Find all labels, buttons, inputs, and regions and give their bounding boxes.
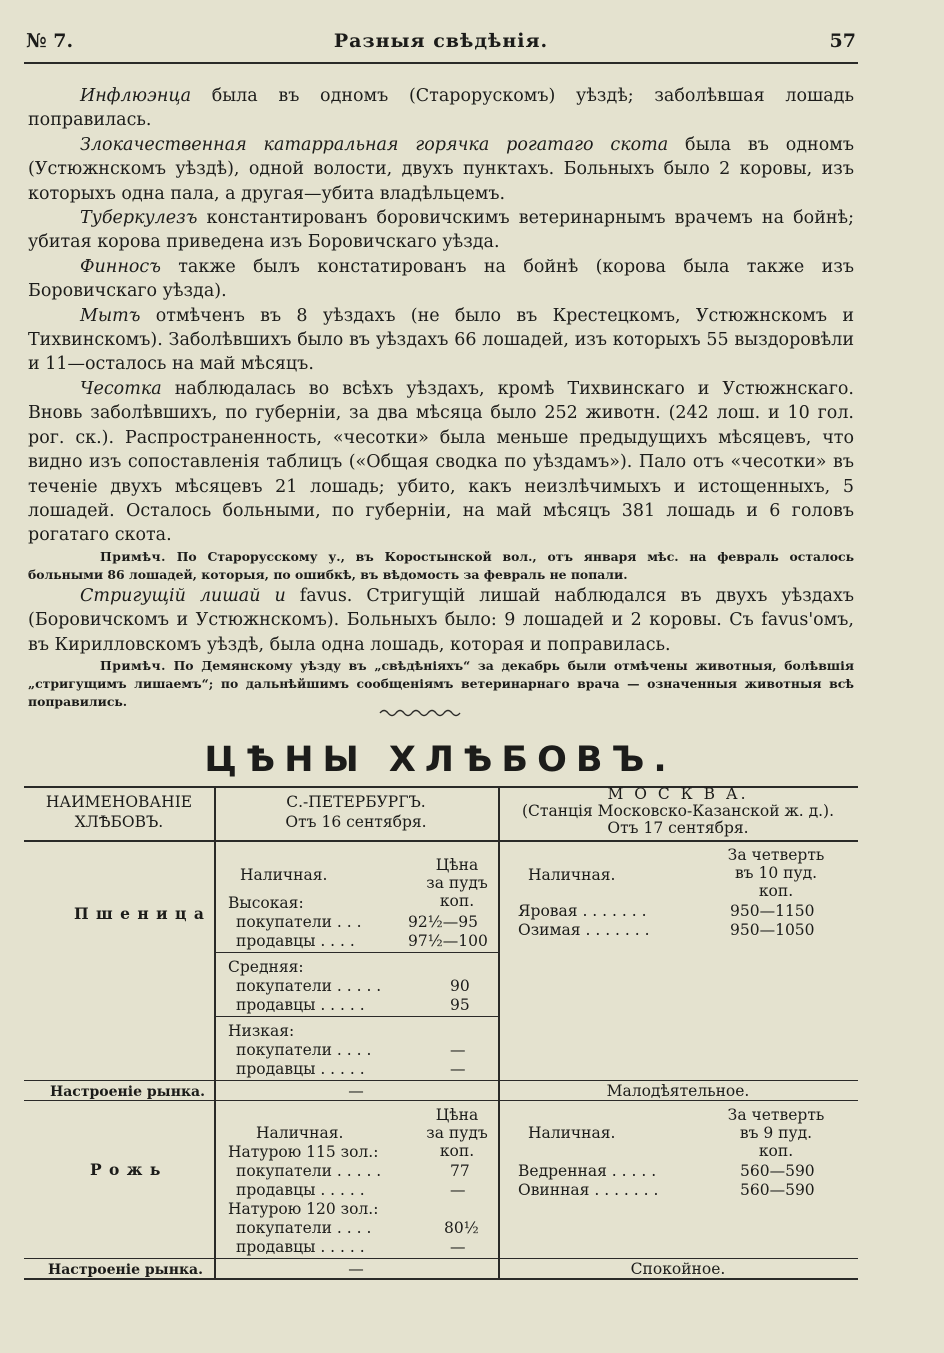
- paragraph-influenza: Инфлюэнца была въ одномъ (Старорускомъ) уѣздѣ; заболѣвшая лошадь поправилась.: [28, 86, 854, 131]
- rye-vedrennaya-value: 560—590: [740, 1162, 815, 1180]
- section-header-title: Разныя свѣдѣнія.: [333, 30, 549, 52]
- grain-prices-table: [24, 786, 858, 1280]
- wheat-winter: Озимая . . . . . . .: [518, 921, 650, 939]
- rye-n120-buyers: покупатели . . . .: [236, 1219, 372, 1237]
- disease-term: Туберкулезъ: [80, 208, 198, 229]
- rye-msk-price-head: За четверть въ 9 пуд. коп.: [727, 1106, 825, 1160]
- column-divider: [498, 786, 500, 1280]
- wheat-spb-cash-label: Наличная.: [240, 866, 328, 884]
- grain-prices-title: ЦѢНЫ ХЛѢБОВЪ.: [204, 740, 676, 780]
- mood-row-rule: [24, 1258, 858, 1259]
- wheat-market-mood-spb: —: [348, 1082, 364, 1100]
- cell-rule: [214, 1016, 498, 1017]
- grain-rye-label: Р о ж ь: [90, 1160, 162, 1179]
- wheat-spring: Яровая . . . . . . .: [518, 902, 647, 920]
- rye-n115-buyers-value: 77: [450, 1162, 470, 1180]
- wheat-low-sellers-value: —: [450, 1060, 466, 1078]
- rye-n120-sellers: продавцы . . . . .: [236, 1238, 365, 1256]
- wheat-high-buyers-value: 92½—95: [408, 913, 478, 931]
- disease-term: Стригущій лишай и: [80, 585, 286, 606]
- wheat-market-mood-label: Настроеніе рынка.: [50, 1084, 206, 1100]
- rye-msk-cash-label: Наличная.: [528, 1124, 616, 1142]
- disease-term: Инфлюэнца: [80, 86, 192, 106]
- rye-market-mood-msk: Спокойное.: [630, 1260, 726, 1278]
- paragraph-tuberculosis: Туберкулезъ константированъ боровичскимъ ветеринарнымъ врачемъ на бойнѣ; убитая корова приведена изъ Боровичскаго уѣзда.: [28, 208, 854, 253]
- wheat-msk-cash-label: Наличная.: [528, 866, 616, 884]
- wheat-mid-buyers-value: 90: [450, 977, 470, 995]
- paragraph-catarrhal-fever: Злокачественная катарральная горячка рогатаго скота была въ одномъ (Устюжнскомъ уѣздѣ), одной волости, двухъ пунктахъ. Больныхъ было 2 коровы, изъ которыхъ одна пала, а другая—убита владѣльцемъ.: [28, 134, 854, 204]
- footnote-staraya-russa: Примѣч. По Старорусскому у., въ Коростынской вол., отъ января мѣс. на февраль осталось больными 86 лошадей, которыя, по ошибкѣ, въ вѣдомость за февраль не попали.: [28, 548, 854, 582]
- page-number: 57: [829, 30, 856, 52]
- wheat-mid-buyers: покупатели . . . . .: [236, 977, 382, 995]
- disease-term: Мытъ: [80, 305, 141, 326]
- rye-n120-buyers-value: 80½: [444, 1219, 479, 1237]
- table-head-rule: [24, 840, 858, 842]
- header-rule: [24, 62, 858, 64]
- column-divider: [214, 786, 216, 1280]
- rye-market-mood-spb: —: [348, 1260, 364, 1278]
- disease-term: Злокачественная катарральная горячка рогатаго скота: [80, 134, 669, 155]
- rye-n115-label: Натурою 115 зол.:: [228, 1143, 379, 1161]
- wheat-low-buyers-value: —: [450, 1041, 466, 1059]
- rye-market-mood-label: Настроеніе рынка.: [48, 1262, 204, 1278]
- article-body: [28, 84, 854, 711]
- wheat-mid-sellers: продавцы . . . . .: [236, 996, 365, 1014]
- head-moscow: М О С К В А. (Станція Московско-Казанской ж. д.). Отъ 17 сентября.: [521, 785, 835, 837]
- rye-n115-sellers-value: —: [450, 1181, 466, 1199]
- rye-ovinnaya-value: 560—590: [740, 1181, 815, 1199]
- paragraph-ringworm: Стригущій лишай и favus. Стригущій лишай наблюдался въ двухъ уѣздахъ (Боровичскомъ и Устюжнскомъ). Больныхъ было: 9 лошадей и 2 коровы. Съ favus'омъ, въ Кирилловскомъ уѣздѣ, была одна лошадь, которая и поправилась.: [28, 585, 854, 655]
- paragraph-finnosis: Финносъ также былъ констатированъ на бойнѣ (корова была также изъ Боровичскаго уѣзда).: [28, 256, 854, 302]
- wheat-spb-price-head: Цѣна за пудъ коп.: [426, 856, 488, 910]
- rye-n120-sellers-value: —: [450, 1238, 466, 1256]
- wheat-spring-value: 950—1150: [730, 902, 815, 920]
- rye-n115-buyers: покупатели . . . . .: [236, 1162, 382, 1180]
- decorative-wave-ornament: [378, 706, 462, 720]
- issue-number: № 7.: [26, 30, 74, 52]
- footnote-demyansk: Примѣч. По Демянскому уѣзду въ „свѣдѣніяхъ“ за декабрь были отмѣчены животныя, болѣвшія „стригущимъ лишаемъ“; по дальнѣйшимъ сообщеніямъ ветеринарнаго врача — означенныя животныя всѣ поправились.: [28, 657, 854, 709]
- cell-rule: [214, 952, 498, 953]
- head-grain-names: НАИМЕНОВАНІЕ ХЛѢБОВЪ.: [45, 793, 193, 831]
- rye-n120-label: Натурою 120 зол.:: [228, 1200, 379, 1218]
- wheat-winter-value: 950—1050: [730, 921, 815, 939]
- rye-spb-cash-label: Наличная.: [256, 1124, 344, 1142]
- wheat-market-mood-msk: Малодѣятельное.: [606, 1082, 750, 1100]
- wheat-low-label: Низкая:: [228, 1022, 295, 1040]
- wheat-high-buyers: покупатели . . .: [236, 913, 362, 931]
- wheat-low-buyers: покупатели . . . .: [236, 1041, 372, 1059]
- rye-vedrennaya: Ведренная . . . . .: [518, 1162, 657, 1180]
- wheat-high-label: Высокая:: [228, 894, 304, 912]
- paragraph-scabies: Чесотка наблюдалась во всѣхъ уѣздахъ, кромѣ Тихвинскаго и Устюжнскаго. Вновь заболѣвшихъ, по губерніи, за два мѣсяца было 252 животн. (242 лош. и 10 гол. рог. ск.). Распространенность, «чесотки» была меньше предыдущихъ мѣсяцевъ, что видно изъ сопоставленія таблицъ («Общая сводка по уѣздамъ»). Пало отъ «чесотки» въ теченіе двухъ мѣсяцевъ 21 лошадь; убито, какъ неизлѣчимыхъ и истощенныхъ, 5 лошадей. Осталось больными, по губерніи, на май мѣсяцъ 381 лошадь и 6 головъ рогатаго скота.: [28, 378, 854, 546]
- rye-n115-sellers: продавцы . . . . .: [236, 1181, 365, 1199]
- wheat-mid-label: Средняя:: [228, 958, 304, 976]
- disease-term: Чесотка: [80, 378, 162, 399]
- mood-row-rule: [24, 1080, 858, 1081]
- rye-ovinnaya: Овинная . . . . . . .: [518, 1181, 659, 1199]
- wheat-msk-price-head: За четверть въ 10 пуд. коп.: [727, 846, 825, 900]
- running-header: [26, 30, 856, 56]
- head-st-petersburg: С.-ПЕТЕРБУРГЪ. Отъ 16 сентября.: [285, 793, 427, 831]
- grain-wheat-label: П ш е н и ц а: [74, 904, 205, 923]
- disease-term: Финносъ: [80, 256, 161, 277]
- wheat-low-sellers: продавцы . . . . .: [236, 1060, 365, 1078]
- wheat-high-sellers: продавцы . . . .: [236, 932, 355, 950]
- wheat-mid-sellers-value: 95: [450, 996, 470, 1014]
- wheat-high-sellers-value: 97½—100: [408, 932, 488, 950]
- paragraph-strangles: Мытъ отмѣченъ въ 8 уѣздахъ (не было въ Крестецкомъ, Устюжнскомъ и Тихвинскомъ). Заболѣвшихъ было въ уѣздахъ 66 лошадей, изъ которыхъ 55 выздоровѣли и 11—осталось на май мѣсяцъ.: [28, 305, 854, 375]
- rye-spb-price-head: Цѣна за пудъ коп.: [426, 1106, 488, 1160]
